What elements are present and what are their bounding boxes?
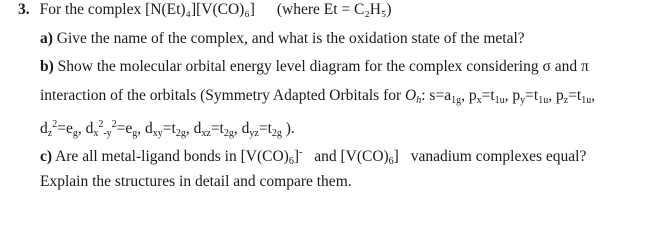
part-c-text-b: and [V(CO)	[310, 148, 389, 165]
part-b-label: b)	[40, 58, 54, 75]
px-symmetry: =t	[481, 87, 495, 104]
part-a	[40, 29, 525, 49]
dyz-sub: yz	[249, 128, 259, 139]
anion-charge: -	[298, 147, 303, 158]
dxy-symmetry-sub: 2g	[175, 128, 186, 139]
part-b-text-2: interaction of the orbitals (Symmetry Adapted Orbitals for	[40, 87, 406, 104]
dx2y2-symmetry: =e	[116, 120, 133, 137]
point-group-sub: h	[416, 95, 422, 106]
line-2-end: ,	[591, 87, 596, 104]
dx2y2-sup-x: 2	[98, 119, 104, 130]
dx2y2-sup-y: 2	[111, 119, 117, 130]
dx2y2-sub-y: y	[106, 128, 112, 139]
dxy-orbital: , d	[137, 120, 153, 137]
dxz-symmetry-sub: 2g	[223, 128, 234, 139]
part-b-line-1	[40, 57, 589, 77]
dx2y2-orbital: , d	[77, 120, 94, 137]
dxy-sub: xy	[152, 128, 163, 139]
part-a-text: Give the name of the complex, and what is the oxidation state of the metal?	[56, 30, 525, 47]
py-orbital-sub: y	[520, 95, 526, 106]
point-group: O	[405, 87, 417, 104]
dz2-symmetry-sub: g	[72, 128, 78, 139]
dxz-sub: xz	[201, 128, 211, 139]
question-note: (where Et = C₂H₅)	[276, 1, 392, 18]
part-c-text-2: Explain the structures in detail and compare them.	[40, 173, 352, 190]
line-3-end: ).	[281, 120, 295, 137]
part-c-line-1	[40, 143, 586, 172]
anion-sub: 6	[288, 156, 294, 167]
neutral-close: ]	[393, 148, 399, 165]
dx2y2-symmetry-sub: g	[132, 128, 138, 139]
part-c-line-2	[40, 172, 352, 192]
pz-symmetry-sub: 1u	[581, 95, 592, 106]
question-number: 3.	[18, 1, 30, 18]
dxz-orbital: , d	[185, 120, 202, 137]
pz-orbital: , p	[548, 87, 564, 104]
px-symmetry-sub: 1u	[494, 95, 505, 106]
s-orbital-sub: 1g	[451, 95, 462, 106]
dxy-symmetry: =t	[162, 120, 176, 137]
question-prompt: For the complex [N(Et)₄][V(CO)₆]	[39, 1, 255, 18]
anion-close: ]	[293, 148, 299, 165]
pz-orbital-sub: z	[563, 95, 569, 106]
s-orbital: : s=a	[421, 87, 452, 104]
dyz-orbital: , d	[233, 120, 250, 137]
dyz-symmetry-sub: 2g	[271, 128, 282, 139]
dz2-sub: z	[47, 128, 53, 139]
dx2y2-minus: -	[103, 128, 107, 139]
neutral-sub: 6	[388, 156, 394, 167]
question-heading	[18, 0, 392, 20]
part-b-line-2	[40, 86, 595, 111]
dx2y2-sub-x: x	[93, 128, 99, 139]
part-a-label: a)	[40, 30, 53, 47]
dz2-orbital: d	[40, 120, 48, 137]
dyz-symmetry: =t	[258, 120, 272, 137]
part-c-text-a: Are all metal-ligand bonds in [V(CO)	[55, 148, 289, 165]
pz-symmetry: =t	[568, 87, 582, 104]
py-orbital: , p	[504, 87, 521, 104]
part-b-text-1: Show the molecular orbital energy level diagram for the complex considering σ and π	[57, 58, 589, 75]
dxz-symmetry: =t	[210, 120, 224, 137]
part-c-label: c)	[40, 148, 53, 165]
part-c-text-c: vanadium complexes equal?	[406, 148, 587, 165]
part-b-line-3	[40, 115, 295, 144]
dz2-sup: 2	[52, 119, 58, 130]
px-orbital: , p	[461, 87, 477, 104]
px-orbital-sub: x	[476, 95, 482, 106]
py-symmetry: =t	[525, 87, 539, 104]
dz2-symmetry: =e	[57, 120, 73, 137]
py-symmetry-sub: 1u	[538, 95, 549, 106]
